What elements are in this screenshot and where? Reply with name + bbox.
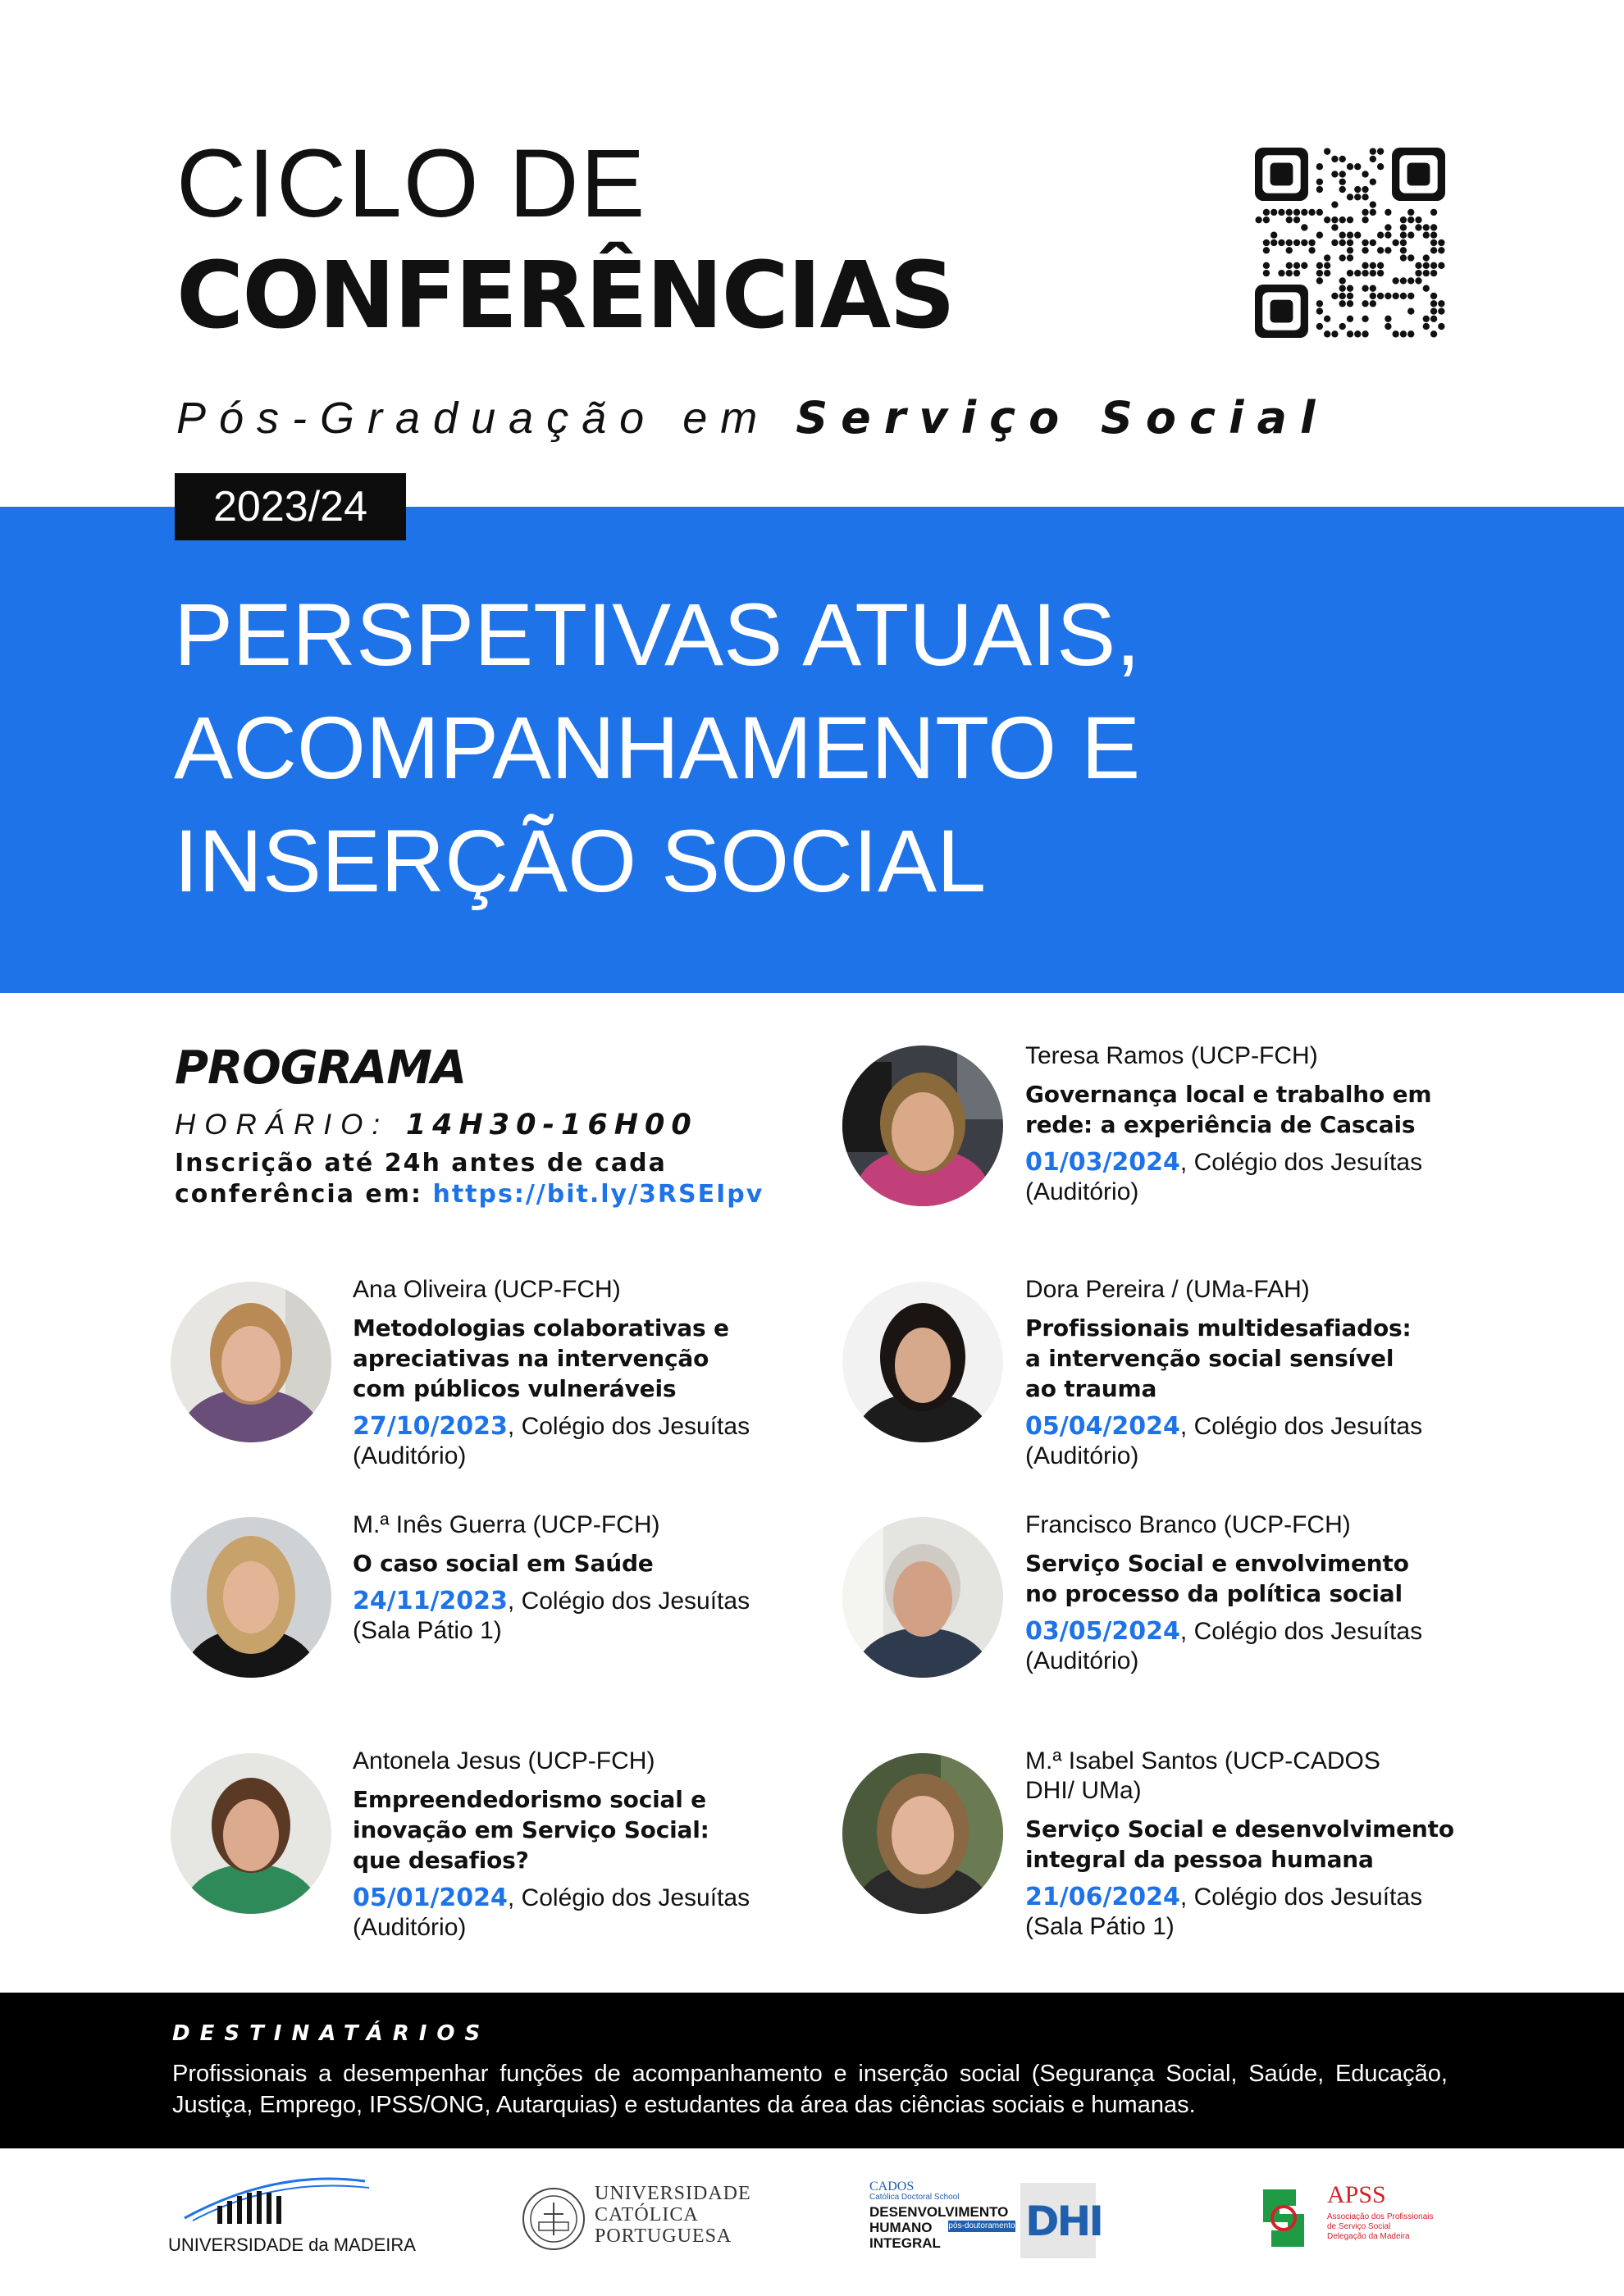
talk-date: 03/05/2024 [1025, 1617, 1180, 1646]
speaker-antonela-jesus [353, 1747, 812, 1943]
uma-emblem-icon [168, 2173, 381, 2230]
talk-date: 05/04/2024 [1025, 1412, 1180, 1441]
talk-line: que desafios? [353, 1847, 529, 1874]
dhi-text: DHI [1025, 2198, 1102, 2245]
cados-line: INTEGRAL [869, 2235, 941, 2251]
registration-info [175, 1148, 764, 1210]
ucp-name-line: CATÓLICA [595, 2204, 699, 2225]
registration-link[interactable]: https://bit.ly/3RSEIpv [432, 1180, 764, 1209]
talk-venue: , Colégio dos Jesuítas [1179, 1149, 1423, 1176]
theme-line: ACOMPANHAMENTO E [174, 698, 1141, 797]
talk-date: 01/03/2024 [1025, 1148, 1180, 1177]
talk-venue: , Colégio dos Jesuítas [507, 1884, 750, 1911]
year-badge: 2023/24 [175, 473, 406, 540]
registration-prefix: conferência em: [175, 1180, 423, 1209]
avatar-antonela-jesus [171, 1753, 331, 1914]
talk-line: O caso social em Saúde [353, 1550, 654, 1577]
apss-line: Delegação da Madeira [1327, 2232, 1410, 2241]
subtitle-strong: Serviço Social [796, 392, 1329, 444]
talk-venue: , Colégio dos Jesuítas [1179, 1618, 1423, 1645]
talk-when [1025, 1148, 1485, 1207]
speaker-francisco-branco [1025, 1510, 1485, 1676]
talk-line: integral da pessoa humana [1025, 1846, 1374, 1873]
speaker-ana-oliveira [353, 1275, 812, 1471]
talk-date: 05/01/2024 [353, 1884, 508, 1912]
partner-logos [0, 2165, 1624, 2288]
talk-title [353, 1784, 812, 1875]
talk-title [353, 1313, 812, 1404]
speaker-name: Francisco Branco (UCP-FCH) [1025, 1511, 1351, 1538]
avatar-ines-guerra [171, 1517, 331, 1678]
ucp-name-line: UNIVERSIDADE [595, 2183, 751, 2204]
speaker-dora-pereira [1025, 1275, 1485, 1471]
avatar-teresa-ramos [842, 1046, 1003, 1206]
ucp-seal-icon [521, 2186, 586, 2252]
schedule-hours: 14H30-16H00 [405, 1109, 698, 1141]
avatar-francisco-branco [842, 1517, 1003, 1678]
talk-when [353, 1884, 812, 1943]
registration-line: Inscrição até 24h antes de cada [175, 1149, 667, 1178]
avatar-ana-oliveira [171, 1282, 331, 1442]
talk-when [353, 1412, 812, 1471]
audience-text: Profissionais a desempenhar funções de acompanhamento e inserção social (Segurança Social, Saúde, Educação, Justiça, Emprego, IPSS/ONG, Autarquias) e estudantes da área das ciências sociais e humanas. [172, 2061, 1448, 2118]
cados-dhi-logo [869, 2180, 1140, 2270]
dhi-badge [1020, 2183, 1102, 2258]
talk-room: (Auditório) [353, 1442, 467, 1469]
schedule-label: HORÁRIO: [175, 1109, 390, 1141]
speaker-teresa-ramos [1025, 1041, 1485, 1207]
apss-line: Associação dos Profissionais [1327, 2212, 1434, 2221]
talk-line: Metodologias colaborativas e [353, 1314, 729, 1342]
talk-title [353, 1548, 812, 1578]
theme-line: PERSPETIVAS ATUAIS, [174, 585, 1141, 684]
uma-name: UNIVERSIDADE da MADEIRA [168, 2234, 416, 2255]
schedule [175, 1109, 698, 1141]
talk-room: (Sala Pátio 1) [353, 1617, 502, 1644]
talk-line: Serviço Social e desenvolvimento [1025, 1815, 1454, 1843]
talk-line: rede: a experiência de Cascais [1025, 1111, 1416, 1138]
uma-logo [168, 2173, 416, 2263]
apss-line: de Serviço Social [1327, 2222, 1391, 2231]
ucp-name-line: PORTUGUESA [595, 2225, 732, 2247]
speaker-isabel-santos [1025, 1747, 1485, 1942]
speaker-name-line: DHI/ UMa) [1025, 1777, 1142, 1804]
theme-line: INSERÇÃO SOCIAL [174, 811, 987, 910]
talk-venue: , Colégio dos Jesuítas [507, 1413, 750, 1440]
talk-title [1025, 1814, 1485, 1875]
talk-line: Serviço Social e envolvimento [1025, 1550, 1409, 1577]
program-title: PROGRAMA [175, 1041, 467, 1095]
talk-when [1025, 1883, 1485, 1942]
ucp-logo [521, 2183, 751, 2265]
talk-line: com públicos vulneráveis [353, 1375, 677, 1402]
qr-code-icon[interactable] [1255, 148, 1445, 338]
apss-name: APSS [1327, 2181, 1386, 2208]
talk-line: a intervenção social sensível [1025, 1345, 1394, 1372]
avatar-dora-pereira [842, 1282, 1003, 1442]
talk-line: ao trauma [1025, 1375, 1157, 1402]
talk-when [353, 1587, 812, 1646]
talk-when [1025, 1412, 1485, 1471]
talk-room: (Auditório) [1025, 1647, 1139, 1674]
avatar-isabel-santos [842, 1753, 1003, 1914]
talk-room: (Auditório) [353, 1914, 467, 1941]
talk-when [1025, 1617, 1485, 1676]
title-line-1: CICLO DE [176, 130, 647, 238]
talk-date: 27/10/2023 [353, 1412, 508, 1441]
talk-room: (Sala Pátio 1) [1025, 1913, 1175, 1940]
cados-tag: pós-doutoramento [948, 2221, 1015, 2230]
speaker-name: Ana Oliveira (UCP-FCH) [353, 1276, 621, 1303]
talk-line: apreciativas na intervenção [353, 1345, 709, 1372]
theme-title [174, 578, 1568, 918]
talk-room: (Auditório) [1025, 1178, 1139, 1205]
speaker-name [1025, 1747, 1485, 1806]
cados-name: CADOS [869, 2180, 915, 2194]
talk-date: 24/11/2023 [353, 1587, 508, 1615]
apss-subtitle [1327, 2212, 1434, 2242]
talk-title [1025, 1079, 1485, 1140]
apss-logo [1247, 2180, 1452, 2262]
audience-title: DESTINATÁRIOS [172, 2021, 490, 2046]
talk-line: no processo da política social [1025, 1580, 1403, 1607]
talk-title [1025, 1313, 1485, 1404]
talk-line: Profissionais multidesafiados: [1025, 1314, 1412, 1342]
cados-line: HUMANO [869, 2220, 933, 2235]
cados-subtitle: Católica Doctoral School [869, 2193, 960, 2202]
cados-line: DESENVOLVIMENTO [869, 2204, 1009, 2220]
talk-date: 21/06/2024 [1025, 1883, 1180, 1911]
speaker-name: Teresa Ramos (UCP-FCH) [1025, 1042, 1318, 1069]
talk-line: Empreendedorismo social e [353, 1786, 706, 1813]
talk-title [1025, 1548, 1485, 1609]
subtitle [176, 392, 1328, 444]
talk-venue: , Colégio dos Jesuítas [507, 1588, 750, 1615]
title-line-2: CONFERÊNCIAS [176, 243, 954, 349]
talk-line: inovação em Serviço Social: [353, 1816, 709, 1843]
speaker-ines-guerra [353, 1510, 812, 1646]
apss-emblem-icon [1247, 2181, 1321, 2255]
talk-venue: , Colégio dos Jesuítas [1179, 1413, 1423, 1440]
speaker-name: M.ª Inês Guerra (UCP-FCH) [353, 1511, 660, 1538]
talk-venue: , Colégio dos Jesuítas [1179, 1884, 1423, 1911]
subtitle-prefix: Pós-Graduação em [176, 394, 771, 443]
speaker-name: Antonela Jesus (UCP-FCH) [353, 1747, 655, 1774]
audience-section [0, 1993, 1624, 2148]
speaker-name-line: M.ª Isabel Santos (UCP-CADOS [1025, 1747, 1380, 1774]
talk-line: Governança local e trabalho em [1025, 1081, 1432, 1108]
ucp-name [595, 2183, 751, 2247]
speaker-name: Dora Pereira / (UMa-FAH) [1025, 1276, 1310, 1303]
talk-room: (Auditório) [1025, 1442, 1139, 1469]
